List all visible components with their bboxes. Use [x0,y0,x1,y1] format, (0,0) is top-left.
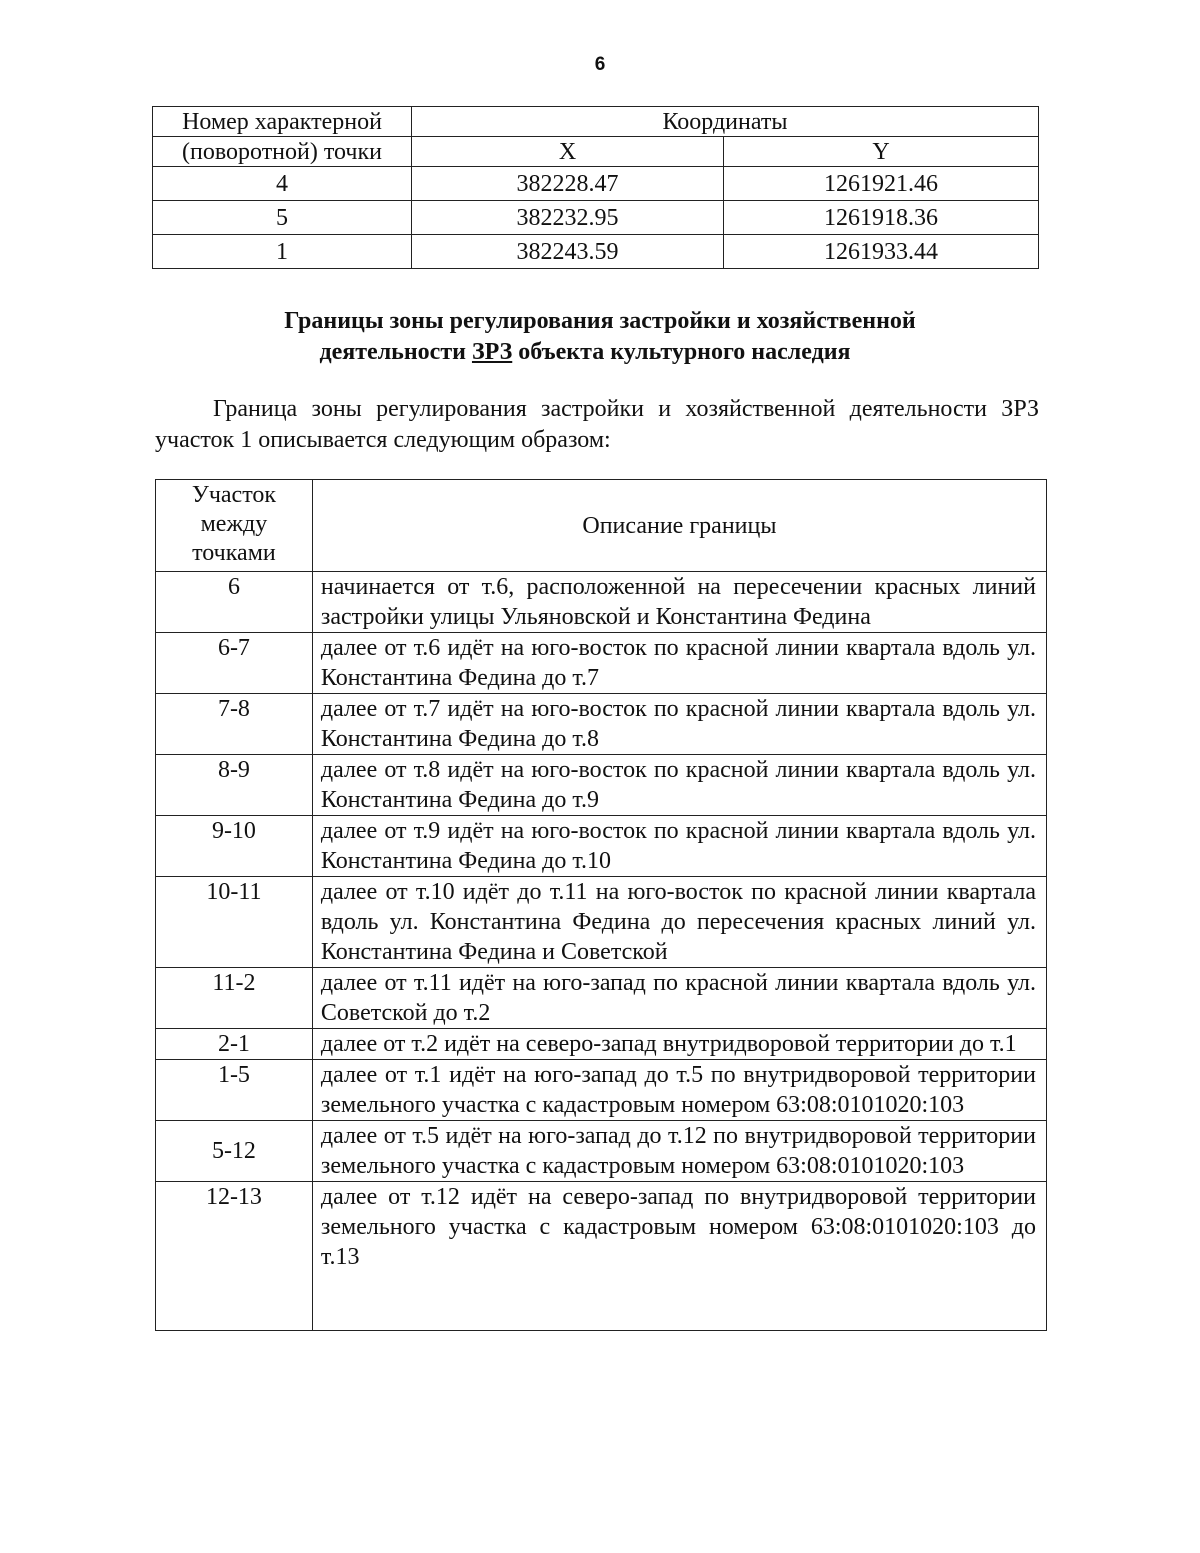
header-coordinates: Координаты [412,107,1039,137]
header-point-number-line2: (поворотной) точки [153,137,412,167]
page-number: 6 [594,54,606,75]
segment-cell: 9-10 [156,816,313,877]
coordinate-x: 382243.59 [412,235,724,269]
heading-line2: деятельности ЗРЗ объекта культурного наследия [319,339,851,365]
segment-cell: 12-13 [156,1182,313,1331]
header-x: X [412,137,724,167]
table-row [156,1182,1047,1331]
table-row [153,167,1039,201]
segment-cell: 6-7 [156,633,313,694]
table-row [156,1121,1047,1182]
description-cell: далее от т.12 идёт на северо-запад по внутридворовой территории земельного участка с кадастровым номером 63:08:0101020:103 до т.13 [312,1182,1046,1331]
description-cell: далее от т.8 идёт на юго-восток по красной линии квартала вдоль ул. Константина Федина до т.9 [312,755,1046,816]
heading-line1: Границы зоны регулирования застройки и хозяйственной [284,308,916,334]
description-cell: далее от т.2 идёт на северо-запад внутридворовой территории до т.1 [312,1029,1046,1060]
segment-cell: 8-9 [156,755,313,816]
coordinate-y: 1261921.46 [724,167,1039,201]
zrz-abbreviation: ЗРЗ [471,339,513,365]
point-number: 1 [153,235,412,269]
table-row [156,968,1047,1029]
segment-cell: 11-2 [156,968,313,1029]
intro-paragraph: Граница зоны регулирования застройки и хозяйственной деятельности ЗРЗ участок 1 описывается следующим образом: [155,396,1039,453]
table-row [156,694,1047,755]
table-row [156,1029,1047,1060]
coordinate-y: 1261933.44 [724,235,1039,269]
header-point-number-line1: Номер характерной [153,107,412,137]
header-y: Y [724,137,1039,167]
segment-cell: 2-1 [156,1029,313,1060]
coordinate-x: 382232.95 [412,201,724,235]
table-row [156,1060,1047,1121]
segment-cell: 7-8 [156,694,313,755]
header-segment: Участок между точками [156,480,313,572]
boundary-description-table [155,479,1047,1331]
point-number: 4 [153,167,412,201]
description-cell: далее от т.10 идёт до т.11 на юго-восток по красной линии квартала вдоль ул. Константина Федина до пересечения красных линий ул. Константина Федина и Советской [312,877,1046,968]
table-row [156,816,1047,877]
header-description: Описание границы [312,480,1046,572]
section-heading [150,306,1050,368]
point-number: 5 [153,201,412,235]
table-row [156,755,1047,816]
description-cell: далее от т.6 идёт на юго-восток по красной линии квартала вдоль ул. Константина Федина до т.7 [312,633,1046,694]
coordinate-x: 382228.47 [412,167,724,201]
table-row [153,201,1039,235]
segment-cell: 5-12 [156,1121,313,1182]
segment-cell: 10-11 [156,877,313,968]
table-row [156,877,1047,968]
description-cell: далее от т.9 идёт на юго-восток по красной линии квартала вдоль ул. Константина Федина до т.10 [312,816,1046,877]
table-row [156,633,1047,694]
coordinate-y: 1261918.36 [724,201,1039,235]
description-cell: далее от т.1 идёт на юго-запад до т.5 по внутридворовой территории земельного участка с кадастровым номером 63:08:0101020:103 [312,1060,1046,1121]
description-cell: далее от т.11 идёт на юго-запад по красной линии квартала вдоль ул. Советской до т.2 [312,968,1046,1029]
description-cell: начинается от т.6, расположенной на пересечении красных линий застройки улицы Ульяновской и Константина Федина [312,572,1046,633]
segment-cell: 6 [156,572,313,633]
coordinates-table [152,106,1039,269]
description-cell: далее от т.5 идёт на юго-запад до т.12 по внутридворовой территории земельного участка с кадастровым номером 63:08:0101020:103 [312,1121,1046,1182]
segment-cell: 1-5 [156,1060,313,1121]
table-row [156,572,1047,633]
description-cell: далее от т.7 идёт на юго-восток по красной линии квартала вдоль ул. Константина Федина до т.8 [312,694,1046,755]
table-row [153,235,1039,269]
